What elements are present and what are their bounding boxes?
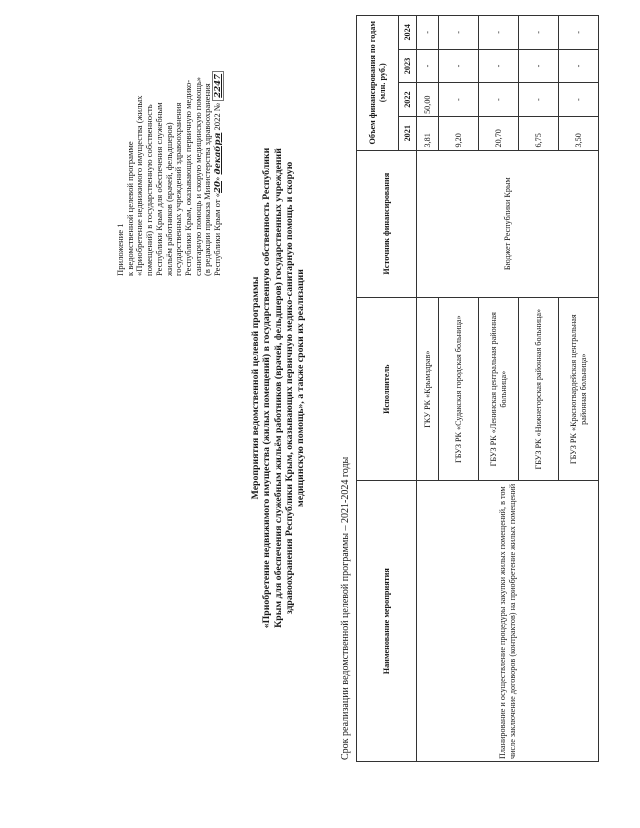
header-year: 2023 (399, 49, 417, 83)
header-activity-name: Наименование мероприятия (357, 481, 417, 762)
implementation-period: Срок реализации ведомственной целевой программы – 2021-2024 годы (340, 456, 351, 760)
funding-source-cell: Бюджет Республики Крым (417, 150, 599, 297)
title-line: медицинскую помощь», а также сроки их реализации (295, 269, 307, 507)
value-cell: - (519, 16, 559, 50)
value-cell: - (559, 16, 599, 50)
appendix-line: помещений) в государственную собственность (144, 104, 155, 276)
document-title (250, 88, 306, 688)
title-line: Крым для обеспечения служебным жильём работников (врачей, фельдшеров) государственных учреждений (272, 148, 284, 628)
measures-table (356, 15, 599, 762)
value-cell: 3,50 (559, 116, 599, 150)
value-cell: - (479, 16, 519, 50)
handwritten-order-number: 2247 (212, 71, 224, 101)
value-cell: - (519, 49, 559, 83)
appendix-line: государственных учреждений здравоохранения (173, 102, 184, 276)
appendix-line: «Приобретение недвижимого имущества (жилых (134, 95, 145, 276)
value-cell: 50,00 (417, 83, 439, 117)
value-cell: 9,20 (439, 116, 479, 150)
value-cell: - (519, 83, 559, 117)
value-cell: - (417, 16, 439, 50)
value-cell: - (439, 16, 479, 50)
value-cell: - (417, 49, 439, 83)
value-cell: - (439, 49, 479, 83)
header-funding-source: Источник финансирования (357, 150, 417, 297)
value-cell: 20,70 (479, 116, 519, 150)
value-cell: - (559, 83, 599, 117)
header-funding-volume: Объем финансирования по годам (млн. руб.) (357, 16, 399, 151)
appendix-line: жильём работников (врачей, фельдшеров) (163, 122, 174, 276)
executor-cell: ГБУЗ РК «Судакская городская больница» (439, 297, 479, 481)
value-cell: - (559, 49, 599, 83)
appendix-note (116, 26, 224, 276)
appendix-date-line: Республики Крым от «20» декабря 2022 № 2247 (213, 26, 224, 276)
header-year: 2024 (399, 16, 417, 50)
executor-cell: ГКУ РК «Крымздрав» (417, 297, 439, 481)
executor-cell: ГБУЗ РК «Ленинская центральная районная больница» (479, 297, 519, 481)
executor-cell: ГБУЗ РК «Нижнегорская районная больница» (519, 297, 559, 481)
handwritten-day: 20 (213, 180, 224, 193)
value-cell: 6,75 (519, 116, 559, 150)
appendix-line: Приложение 1 (115, 223, 125, 276)
title-line: Мероприятия ведомственной целевой программы (250, 276, 261, 500)
header-year: 2022 (399, 83, 417, 117)
handwritten-month: декабря (213, 132, 224, 175)
title-line: здравоохранения Республики Крым, оказывающих первичную медико-санитарную помощь и скорую (283, 161, 295, 615)
appendix-line: к ведомственной целевой программе (124, 141, 135, 276)
value-cell: - (479, 83, 519, 117)
value-cell: 3,81 (417, 116, 439, 150)
header-year: 2021 (399, 116, 417, 150)
table-row (417, 16, 439, 762)
appendix-date-year: 2022 № (212, 102, 223, 131)
appendix-line: Республики Крым, оказывающих первичную медико- (182, 79, 193, 276)
header-executor: Исполнитель (357, 297, 417, 481)
appendix-date-prefix: Республики Крым от « (212, 192, 223, 276)
value-cell: - (439, 83, 479, 117)
value-cell: - (479, 49, 519, 83)
activity-name-cell: Планирование и осуществление процедуры закупки жилых помещений, в том числе заключение договоров (контрактов) на приобретение жилых помещений (417, 481, 599, 762)
executor-cell: ГБУЗ РК «Красногвардейская центральная районная больница» (559, 297, 599, 481)
appendix-line: (в редакции приказа Министерства здравоохранения (202, 83, 213, 276)
appendix-line: санитарную помощь и скорую медицинскую помощь» (192, 76, 203, 276)
title-line: «Приобретение недвижимого имущества (жилых помещений) в государственную собственность Республики (261, 147, 273, 629)
appendix-line: Республики Крым для обеспечения служебным (153, 102, 164, 276)
